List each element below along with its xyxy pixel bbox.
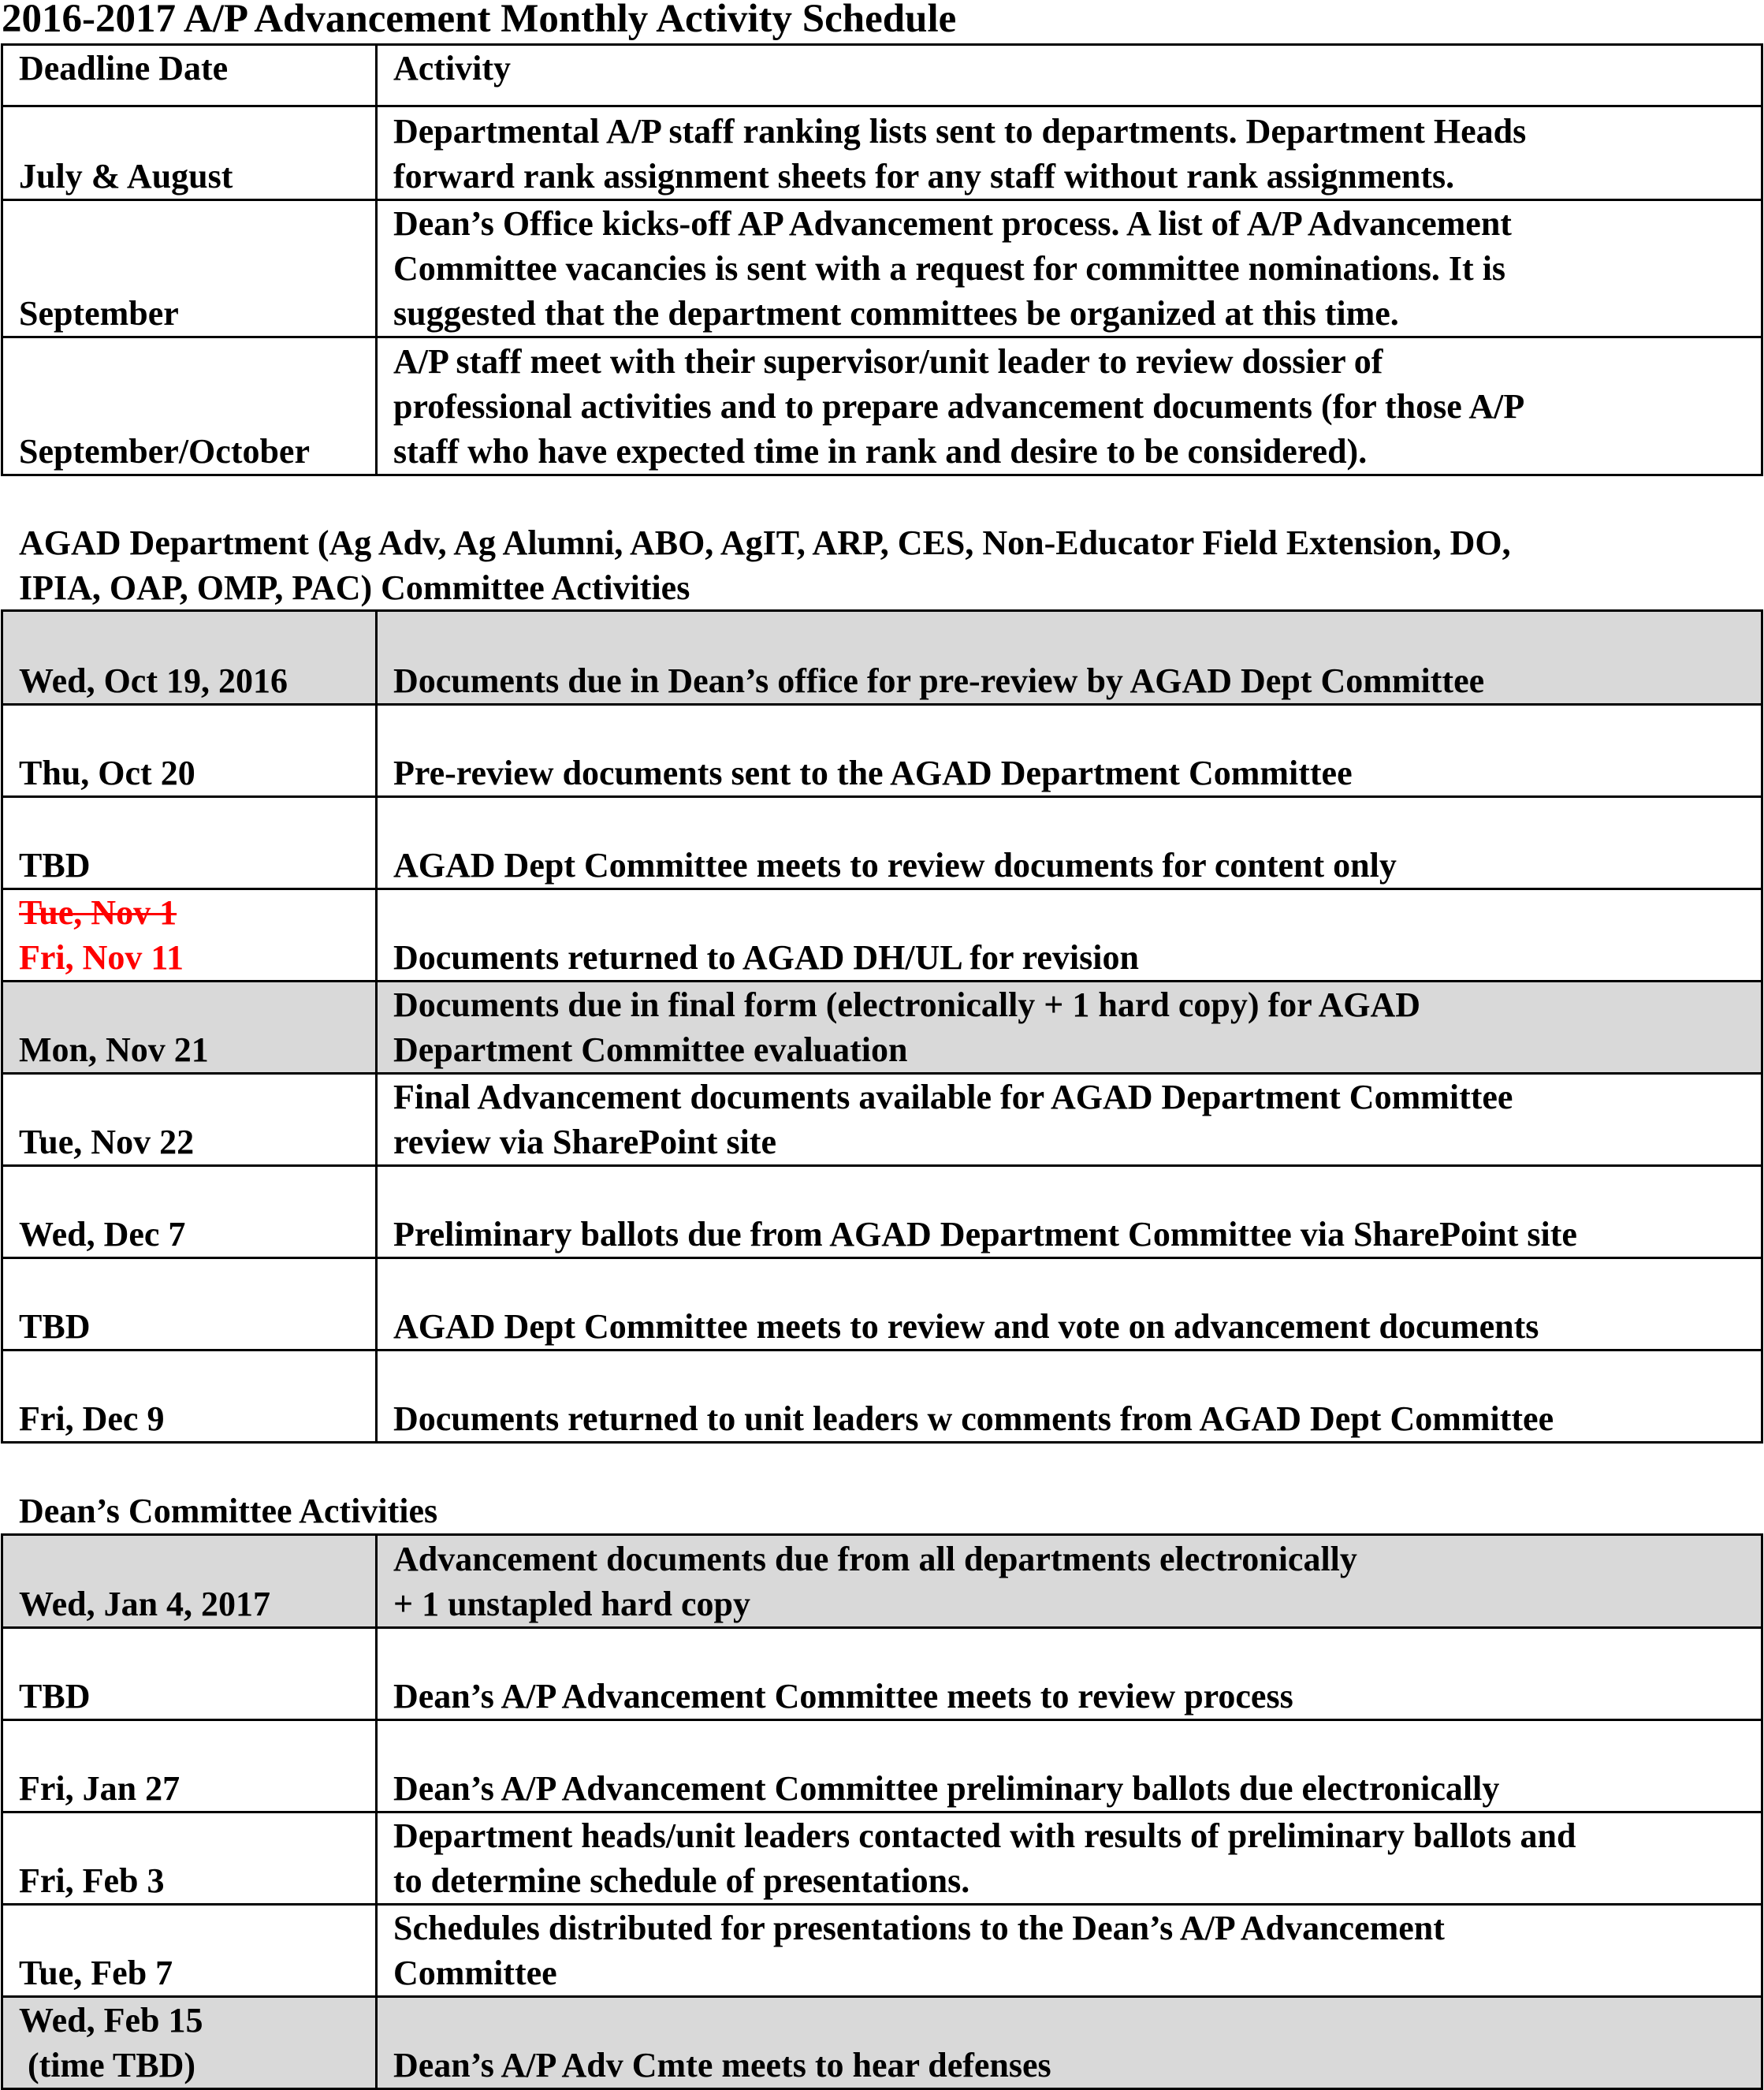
monthly-schedule-table xyxy=(1,43,1763,476)
activity-cell: Documents returned to unit leaders w comments from AGAD Dept Committee xyxy=(377,1350,1762,1443)
table-row xyxy=(2,797,1762,889)
activity-cell: Dean’s Office kicks-off AP Advancement process. A list of A/P Advancement Committee vacancies is sent with a request for committee nominations. It is suggested that the department committees be organized at this time. xyxy=(377,200,1762,337)
agad-section-heading: AGAD Department (Ag Adv, Ag Alumni, ABO, AgIT, ARP, CES, Non-Educator Field Extension, DO, IPIA, OAP, OMP, PAC) Committee Activities xyxy=(19,523,1511,607)
deadline-date-cell: Fri, Jan 27 xyxy=(2,1720,377,1812)
table-row xyxy=(2,1166,1762,1258)
table-row xyxy=(2,200,1762,337)
activity-cell: AGAD Dept Committee meets to review and vote on advancement documents xyxy=(377,1258,1762,1350)
deadline-date-cell: Tue, Nov 22 xyxy=(2,1074,377,1166)
deadline-date-cell: September xyxy=(2,200,377,337)
activity-cell: Dean’s A/P Adv Cmte meets to hear defenses xyxy=(377,1997,1762,2089)
activity-cell: Dean’s A/P Advancement Committee preliminary ballots due electronically xyxy=(377,1720,1762,1812)
activity-cell: Documents due in final form (electronically + 1 hard copy) for AGAD Department Committee evaluation xyxy=(377,982,1762,1074)
deans-committee-table xyxy=(1,1533,1763,2090)
header-activity: Activity xyxy=(377,45,1762,106)
deadline-date-cell: Wed, Feb 15 (time TBD) xyxy=(2,1997,377,2089)
table-row xyxy=(2,337,1762,475)
deadline-date-cell xyxy=(2,889,377,982)
deans-section-heading: Dean’s Committee Activities xyxy=(19,1492,438,1530)
table-row xyxy=(2,1535,1762,1628)
activity-cell: Documents due in Dean’s office for pre-review by AGAD Dept Committee xyxy=(377,611,1762,705)
struck-date: Tue, Nov 1 xyxy=(19,893,177,932)
activity-cell: Pre-review documents sent to the AGAD Department Committee xyxy=(377,705,1762,797)
table-row xyxy=(2,982,1762,1074)
table-row xyxy=(2,1074,1762,1166)
deadline-date-cell: Tue, Feb 7 xyxy=(2,1905,377,1997)
header-deadline-date: Deadline Date xyxy=(2,45,377,106)
revised-date: Fri, Nov 11 xyxy=(19,938,184,977)
table-header-row xyxy=(2,45,1762,106)
table-row xyxy=(2,1812,1762,1905)
page-title: 2016-2017 A/P Advancement Monthly Activity Schedule xyxy=(2,0,957,41)
deadline-date-cell: September/October xyxy=(2,337,377,475)
table-row xyxy=(2,1905,1762,1997)
activity-cell: Preliminary ballots due from AGAD Department Committee via SharePoint site xyxy=(377,1166,1762,1258)
table-row xyxy=(2,1350,1762,1443)
table-row xyxy=(2,705,1762,797)
table-row xyxy=(2,1258,1762,1350)
activity-cell: Documents returned to AGAD DH/UL for revision xyxy=(377,889,1762,982)
table-row xyxy=(2,106,1762,200)
deadline-date-cell: Wed, Jan 4, 2017 xyxy=(2,1535,377,1628)
deadline-date-cell: Thu, Oct 20 xyxy=(2,705,377,797)
deadline-date-cell: Wed, Oct 19, 2016 xyxy=(2,611,377,705)
deadline-date-cell: Wed, Dec 7 xyxy=(2,1166,377,1258)
activity-cell: Schedules distributed for presentations to the Dean’s A/P Advancement Committee xyxy=(377,1905,1762,1997)
activity-cell: Department heads/unit leaders contacted with results of preliminary ballots and to determine schedule of presentations. xyxy=(377,1812,1762,1905)
deadline-date-cell: Fri, Dec 9 xyxy=(2,1350,377,1443)
deadline-date-cell: TBD xyxy=(2,797,377,889)
table-row xyxy=(2,889,1762,982)
deadline-date-cell: July & August xyxy=(2,106,377,200)
activity-cell: Advancement documents due from all departments electronically + 1 unstapled hard copy xyxy=(377,1535,1762,1628)
deadline-date-cell: Fri, Feb 3 xyxy=(2,1812,377,1905)
activity-cell: A/P staff meet with their supervisor/unit leader to review dossier of professional activities and to prepare advancement documents (for those A/P staff who have expected time in rank and desire to be considered). xyxy=(377,337,1762,475)
table-row xyxy=(2,611,1762,705)
table-row xyxy=(2,1628,1762,1720)
table-row xyxy=(2,1720,1762,1812)
table-row xyxy=(2,1997,1762,2089)
deadline-date-cell: TBD xyxy=(2,1628,377,1720)
agad-committee-table xyxy=(1,609,1763,1444)
activity-cell: AGAD Dept Committee meets to review documents for content only xyxy=(377,797,1762,889)
deadline-date-cell: Mon, Nov 21 xyxy=(2,982,377,1074)
activity-cell: Dean’s A/P Advancement Committee meets to review process xyxy=(377,1628,1762,1720)
activity-cell: Final Advancement documents available for AGAD Department Committee review via SharePoint site xyxy=(377,1074,1762,1166)
deadline-date-cell: TBD xyxy=(2,1258,377,1350)
activity-cell: Departmental A/P staff ranking lists sent to departments. Department Heads forward rank assignment sheets for any staff without rank assignments. xyxy=(377,106,1762,200)
